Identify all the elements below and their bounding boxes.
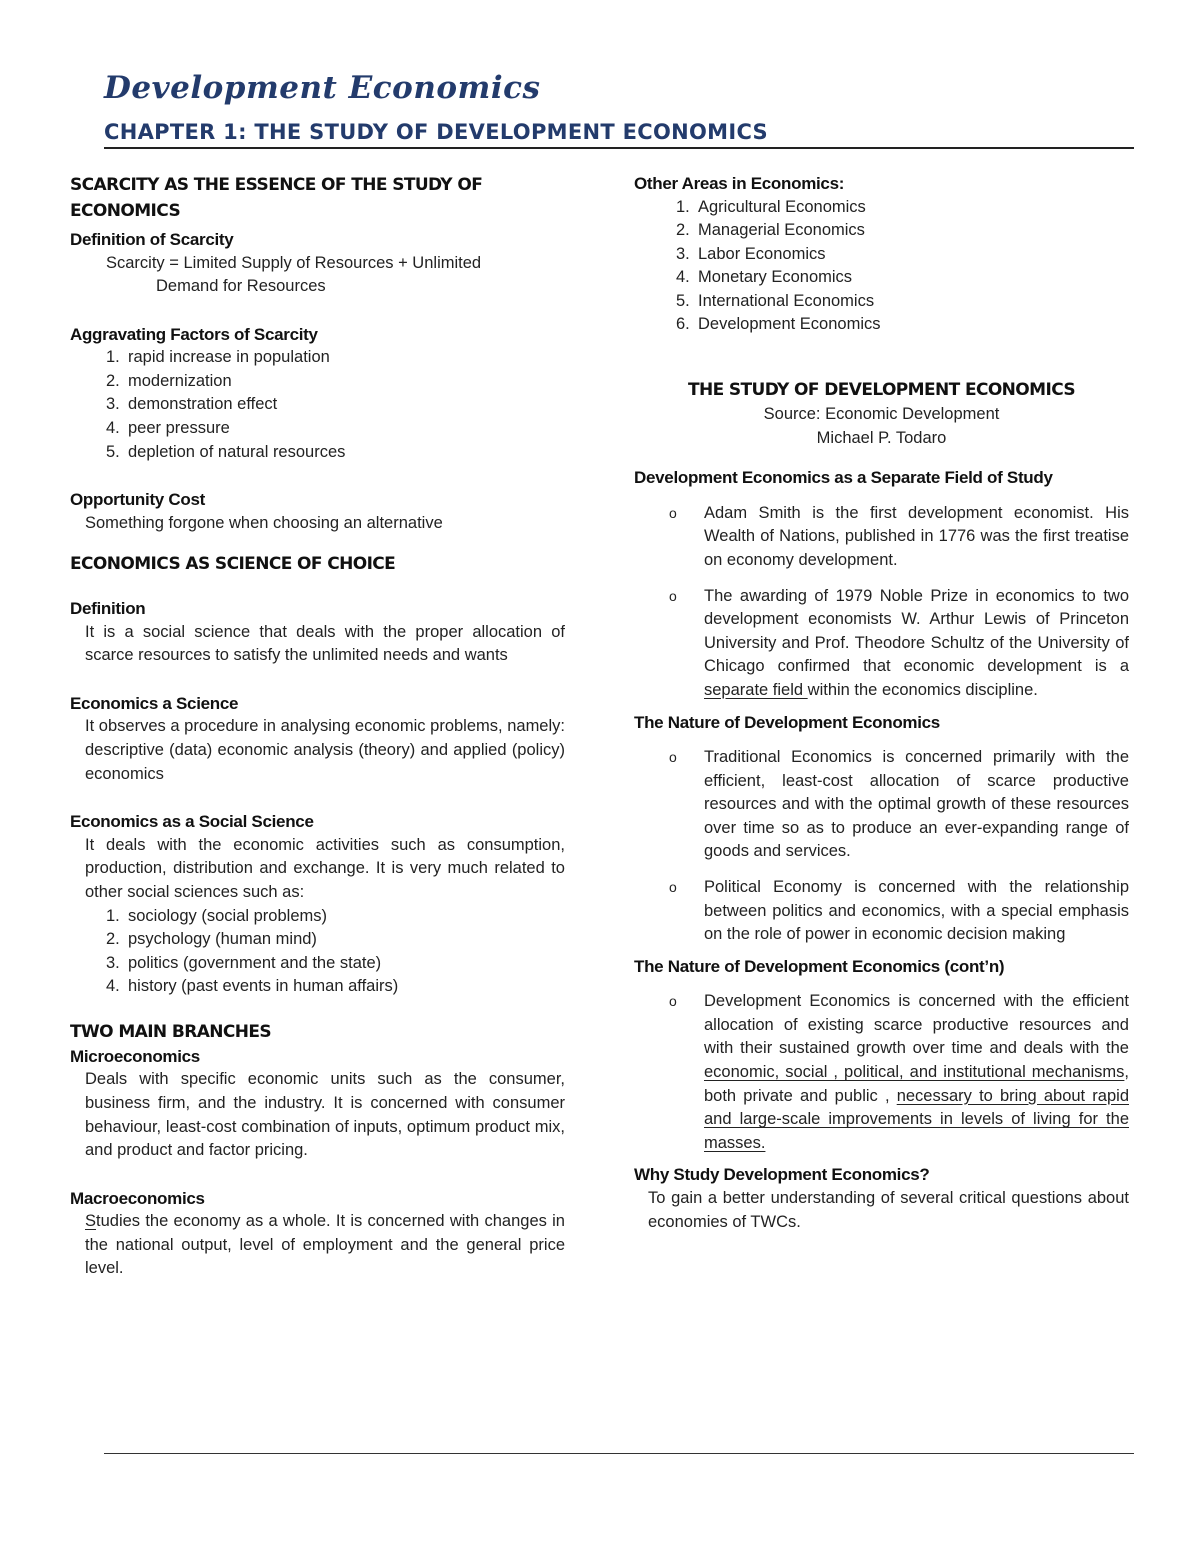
list-item: 2. psychology (human mind) <box>106 930 317 949</box>
aggravating-factors-list <box>70 346 565 464</box>
list-item: 4. Monetary Economics <box>676 268 853 287</box>
list-item: 3. demonstration effect <box>106 395 278 414</box>
subheading-microeconomics: Microeconomics <box>70 1046 200 1066</box>
list-item: 3. politics (government and the state) <box>106 953 382 972</box>
nature-cont-bullets <box>634 990 1129 1155</box>
list-item: 5. depletion of natural resources <box>106 442 346 461</box>
scarcity-formula-line1: Scarcity = Limited Supply of Resources + Unlimited <box>106 253 482 272</box>
list-item: o Development Economics is concerned with the efficient allocation of existing scarce productive resources and with their sustained growth over time and deals with the economic, social , political, and institutional mechanisms, both private and public , necessary to bring about rapid and large-scale improvements in levels of living for the masses. <box>669 992 1129 1152</box>
scarcity-formula-line2: Demand for Resources <box>156 277 326 296</box>
list-item: 2. Managerial Economics <box>676 221 865 240</box>
list-item: 1. Agricultural Economics <box>676 197 866 216</box>
list-item: o Adam Smith is the first development economist. His Wealth of Nations, published in 1776 was the first treatise on economy development. <box>669 503 1129 569</box>
list-item: 4. peer pressure <box>106 418 230 437</box>
definition-text: It is a social science that deals with the proper allocation of scarce resources to satisfy the unlimited needs and wants <box>85 622 565 665</box>
subheading-definition: Definition <box>70 599 146 619</box>
document-title: Development Economics <box>104 70 541 106</box>
section-heading-scarcity: SCARCITY AS THE ESSENCE OF THE STUDY OF ECONOMICS <box>70 175 483 221</box>
subheading-nature-of-development: The Nature of Development Economics <box>634 712 940 732</box>
macroeconomics-text: Studies the economy as a whole. It is concerned with changes in the national output, level of employment and the general price level. <box>85 1212 565 1278</box>
section-heading-science-of-choice: ECONOMICS AS SCIENCE OF CHOICE <box>70 554 396 575</box>
right-column <box>634 172 1129 1234</box>
subheading-why-study: Why Study Development Economics? <box>634 1165 930 1185</box>
opportunity-cost-text: Something forgone when choosing an alternative <box>85 513 443 532</box>
header-divider <box>104 147 1134 149</box>
author-line: Michael P. Todaro <box>816 428 947 447</box>
section-heading-study-of-development: THE STUDY OF DEVELOPMENT ECONOMICS <box>687 380 1076 401</box>
list-item: 3. Labor Economics <box>676 244 826 263</box>
list-item: o Political Economy is concerned with the relationship between politics and economics, with a special emphasis on the role of power in economic decision making <box>669 877 1129 944</box>
section-heading-two-main-branches: TWO MAIN BRANCHES <box>70 1021 272 1042</box>
subheading-separate-field: Development Economics as a Separate Field of Study <box>634 468 1053 488</box>
list-item: 6. Development Economics <box>676 315 881 334</box>
other-areas-list <box>634 196 1129 338</box>
list-item: 2. modernization <box>106 371 232 390</box>
chapter-title: CHAPTER 1: THE STUDY OF DEVELOPMENT ECONOMICS <box>104 120 768 144</box>
list-item: 4. history (past events in human affairs) <box>106 977 399 996</box>
subheading-nature-cont: The Nature of Development Economics (cont’n) <box>634 956 1005 976</box>
microeconomics-text: Deals with specific economic units such as the consumer, business firm, and the industry. It is concerned with consumer behaviour, least-cost combination of inputs, optimum product mix, and product and factor pricing. <box>85 1070 565 1160</box>
subheading-opportunity-cost: Opportunity Cost <box>70 490 205 510</box>
left-column <box>70 172 565 1281</box>
subheading-other-areas: Other Areas in Economics: <box>634 174 845 193</box>
subheading-social-science: Economics as a Social Science <box>70 812 314 832</box>
social-science-text: It deals with the economic activities such as consumption, production, distribution and exchange. It is very much related to other social sciences such as: <box>85 835 565 901</box>
subheading-definition-of-scarcity: Definition of Scarcity <box>70 230 234 249</box>
economics-science-text: It observes a procedure in analysing economic problems, namely: descriptive (data) economic analysis (theory) and applied (policy) economics <box>85 717 565 783</box>
nature-bullets <box>634 746 1129 947</box>
subheading-macroeconomics: Macroeconomics <box>70 1188 205 1208</box>
social-sciences-list <box>70 905 565 999</box>
why-study-text: To gain a better understanding of several critical questions about economies of TWCs. <box>648 1188 1129 1231</box>
list-item: o Traditional Economics is concerned primarily with the efficient, least-cost allocation of scarce productive resources and with the optimal growth of these resources over time so as to produce an ever-expanding range of goods and services. <box>669 748 1129 861</box>
list-item: 1. sociology (social problems) <box>106 906 327 925</box>
list-item: 5. International Economics <box>676 291 875 310</box>
source-line: Source: Economic Development <box>763 405 1000 424</box>
footer-divider <box>104 1453 1134 1454</box>
list-item: 1. rapid increase in population <box>106 348 330 367</box>
list-item: o The awarding of 1979 Noble Prize in economics to two development economists W. Arthur Lewis of Princeton University and Prof. Theodore Schultz of the University of Chicago confirmed that economic development is a separate field within the economics discipline. <box>669 586 1129 699</box>
subheading-economics-a-science: Economics a Science <box>70 693 239 713</box>
separate-field-bullets <box>634 502 1129 703</box>
subheading-aggravating-factors: Aggravating Factors of Scarcity <box>70 324 318 344</box>
